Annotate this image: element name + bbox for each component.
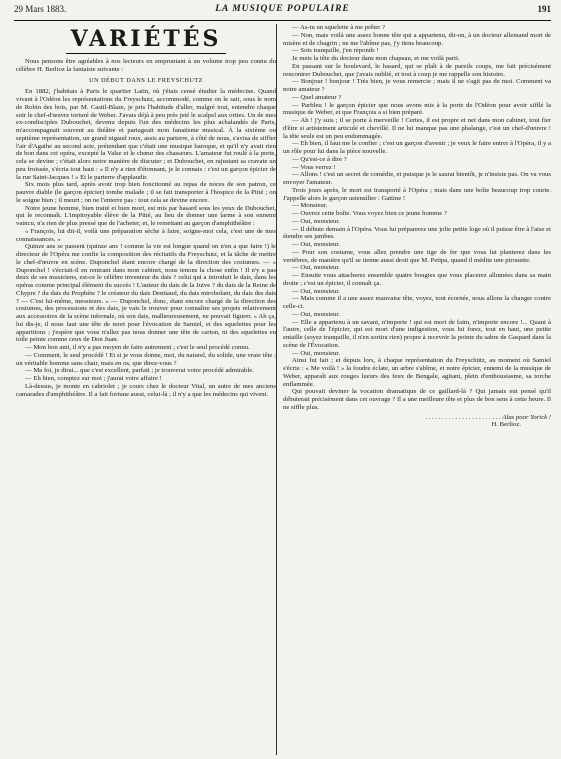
- article-paragraph: Là-dessus, je monte en cabriolet ; je cours chez le docteur Vital, un autre de mes anciens camarades d'amphithéâtre. Il a fait fortune aussi, celui-là ; il n'y a que les médecins qui vivent.: [16, 382, 276, 398]
- header-rule: [14, 20, 551, 21]
- article-paragraph: Ainsi fut fait ; et depuis lors, à chaque représentation du Freyschütz, au moment où Samiel s'écrie : « Me voilà ! » la foudre éclate, un arbre s'abîme, et notre épicier, ennemi de la musique de Weber, apparaît aux rouges lueurs des feux de Bengale, agitant, plein d'enthousiasme, sa torche enflammée.: [283, 357, 551, 388]
- signoff-text: Alas poor Yorick !: [502, 413, 551, 421]
- article-paragraph: — Comment, le seul procédé ! Et si je vous donne, moi, du naturel, du solide, une vraie tête ; un véritable homme sans chair, mais en os, que direz-vous ?: [16, 351, 276, 367]
- journal-title: LA MUSIQUE POPULAIRE: [215, 4, 350, 14]
- article-intro: Nous pensons être agréables à nos lecteurs en empruntant à un volume trop peu connu du célèbre H. Berlioz la fantaisie suivante :: [16, 58, 276, 73]
- article-paragraph: Six mois plus tard, après avoir trop bien fonctionné au repas de noces de son patron, ce pauvre diable (le garçon épicier) tombe malade ; il se fait transporter à l'hospice de la Pitié ; on le soigne bien ; il meurt ; on ne l'enterre pas : tout cela se devine encore.: [16, 181, 276, 204]
- article-paragraph: — Parbleu ! le garçon épicier que nous avons mis à la porte de l'Odéon pour avoir sifflé la musique de Weber, et que François a si bien préparé.: [283, 101, 551, 117]
- article-paragraph: — Pour son costume, vous allez prendre une tige de fer que vous lui planterez dans les vertèbres, de manière qu'il se tienne aussi droit que M. Petipa, quand il médite une pirouette.: [283, 248, 551, 264]
- column-divider: [276, 24, 277, 755]
- article-paragraph: — Oui, monsieur.: [292, 287, 340, 295]
- article-paragraph: — Eh bien, comptez sur moi ; j'aurai votre affaire !: [25, 375, 162, 382]
- article-paragraph: — Mon bon ami, il n'y a pas moyen de faire autrement ; c'est le seul procédé connu.: [25, 344, 250, 351]
- signoff-line: . . . . . . . . . . . . . . . . . . . . . . . Alas poor Yorick !: [425, 413, 551, 421]
- section-title: VARIÉTÉS: [70, 26, 222, 52]
- article-paragraph: — Ensuite vous attacherez ensemble quatre bougies que vous placerez allumées dans sa main droite ; c'est un épicier, il connaît ça.: [283, 272, 551, 287]
- article-paragraph: — Vous verrez !: [292, 163, 336, 171]
- article-paragraph: — Ouvrez cette boîte. Vous voyez bien ce jeune homme ?: [292, 210, 447, 217]
- article-paragraph: — Bonjour ! bonjour ! Très bien, je vous remercie ; mais il ne s'agit pas de moi. Comment va notre amateur ?: [283, 78, 551, 93]
- right-column: [283, 24, 551, 755]
- article-paragraph: — Oui, monsieur.: [292, 349, 340, 357]
- title-underline: [66, 53, 226, 54]
- article-paragraph: — Non, mais voilà une assez bonne tête qui a appartenu, dit-on, à un docteur allemand mort de misère et de chagrin ; ne me l'abîme pas, j'y tiens beaucoup.: [283, 31, 551, 47]
- article-paragraph: — Quel amateur ?: [292, 93, 342, 101]
- article-paragraph: — Elle a appartenu à un savant, n'importe ! qui est mort de faim, n'importe encore !... Quant à l'autre, celle de l'épicier, qui est mort d'une indigestion, vous lui forez, tout en haut, une petite entaille (soyez tranquille, il n'en sortira rien) propre à recevoir la pointe du sabre de Gaspard dans la scène de l'Évocation.: [283, 318, 551, 349]
- article-paragraph: — Oui, monsieur.: [292, 241, 340, 248]
- article-paragraph: — Eh bien, il faut me le confier ; c'est un garçon d'avenir ; je veux le faire entrer à l'Opéra, il y a un rôle pour lui dans la pièce nouvelle.: [283, 140, 551, 155]
- article-paragraph: — Qu'est-ce à dire ?: [292, 155, 347, 163]
- article-paragraph: — Oui, monsieur.: [292, 264, 340, 272]
- article-paragraph: — Allons ! c'est un secret de comédie, et puisque je le saurai bientôt, je n'insiste pas. On va vous envoyer l'amateur.: [283, 171, 551, 186]
- left-paragraphs: [16, 88, 276, 398]
- article-paragraph: En 1882, j'habitais à Paris le quartier Latin, où j'étais censé étudier la médecine. Quand vivant à l'Odéon les représentations du Freyschutz, accommodé, comme on le sait, sous le nom de Robin des bois, par M. Castil-Blaze, je pris l'habitude d'aller, malgré tout, entendre chaque soir le chef-d'œuvre torturé de Weber. J'avais déjà à peu près jeté le scalpel aux orties. Un de mes ex-condisciples Dubouchet, devenu depuis l'un des médecins les plus achalandés de Paris, m'accompagnait souvent au théâtre et partageait mon fanatisme musical. À la sixième ou septième représentation, un grand nigaud roux, assis au parterre, à côté de nous, s'avisa de siffler l'air d'Agathe au second acte, prétendant que c'était une musique baroque, et qu'il n'y avait rien de bon dans cet opéra, excepté la Valse et le chœur des chasseurs. L'amateur fut roulé à la porte, cela se devine ; c'était alors notre manière de discuter ; et Dubouchet, en rajustant sa cravate un peu froissée, s'écria tout haut : « Il n'y a rien d'étonnant, je le connais : c'est un garçon épicier de la rue Saint-Jacques ! » Et le parterre d'applaudir.: [16, 88, 276, 181]
- page-header: [14, 4, 551, 20]
- article-paragraph: — Ah ! j'y suis ; il se porte à merveille ! Certes, il est propre et net dans mon cabinet, tout fier d'être si artistement articulé et chevillé. Il ne lui manque pas une phalange, c'est un chef-d'œuvre ! la tête seule est un peu endommagée.: [283, 117, 551, 140]
- article-paragraph: — Ma foi, je dirai... que c'est excellent, parfait ; je trouverai votre procédé admirable.: [25, 367, 254, 375]
- article-paragraph: — Il débute demain à l'Opéra. Vous lui préparerez une jolie petite loge où il puisse être à l'aise et étendre ses jambes.: [283, 225, 551, 241]
- article-paragraph: — Oui, monsieur.: [292, 217, 340, 225]
- article-paragraph: « François, lui dit-il, voilà une préparation sèche à faire, soigne-moi cela, c'est une de mes connaissances. »: [16, 227, 276, 243]
- page-number: 191: [537, 4, 551, 14]
- article-paragraph: Notre jeune homme, bien traité et bien mort, est mis par hasard sous les yeux de Dubouchet, qui le reconnaît. L'impitoyable élève de la Pitié, au lieu de donner une larme à son ennemi vaincu, n'a rien de plus pressé que de l'acheter, et, le remettant au garçon d'amphithéâtre :: [16, 204, 276, 227]
- article-paragraph: Quinze ans se passent (quinze ans ! comme la vie est longue quand on n'en a que faire !) le directeur de l'Opéra me confie la composition des récitatifs du Freyschutz, et la tâche de mettre le chef-d'œuvre en scène. Duponchel étant encore chargé de la direction des costumes. — « Duponchel ! s'écriait-il en rentrant dans mon cabinet, nous tenons la chose enfin ! Il n'y a pas deux de ses musiciens, est-ce le célèbre inventeur du dais ? celui qui a introduit le dais, dans les opéras comme principal élément du succès ! L'auteur du dais de la Juive ? du dais de la Reine de Chypre ? du dais du Prophète ? le créateur du dais Dentiaud, du dais mirobolant, du dais des dais ? — C'est lui-même, messieurs. » — Duponchel, donc, étant encore chargé de la direction des costumes, des processions et des dais, je vais le trouver pour connaître ses projets relativement aux accessoires de la scène infernale, où son dais, malheureusement, ne pouvait figurer. « Ah ça, lui dis-je, il nous faut une tête de mort pour l'évocation de Samiel, et des squelettes pour les apparitions ; j'espère que vous n'allez pas nous donner une tête de carton, ni des squelettes en toile peinte comme ceux de Don Juan.: [16, 243, 276, 344]
- section-title-block: [16, 26, 276, 54]
- article-author: H. Berlioz.: [491, 421, 521, 429]
- article-paragraph: — Mais comme il a une assez mauvaise tête, voyez, tout écornée, nous allons la changer contre celle-ci.: [283, 295, 551, 310]
- article-paragraph: Trois jours après, le mort est transporté à l'Opéra ; mais dans une boîte beaucoup trop courte. J'appelle alors le garçon ustensilier : Gattine !: [283, 186, 551, 202]
- article-paragraph: Je mets la tête du docteur dans mon chapeau, et me voilà parti.: [292, 55, 460, 62]
- article-paragraph: — Oui, monsieur.: [292, 310, 340, 318]
- article-paragraph: En passant sur le boulevard, le hasard, qui se plaît à de pareils coups, me fait précisément rencontrer Dubouchet, que j'avais oublié, et tout à coup je me rappelle son histoire.: [283, 62, 551, 78]
- article-paragraph: Qui pouvait deviner la vocation dramatique de ce gaillard-là ? Qui jamais eut pensé qu'il débuterait précisément dans cet ouvrage ? Il a une meilleure tête et plus de bon sens à cette heure. Il ne siffle plus.: [283, 388, 551, 411]
- article-paragraph: — Sois tranquille, j'en réponds !: [292, 47, 379, 55]
- left-column: [16, 24, 276, 755]
- article-paragraph: — As-tu un squelette à me prêter ?: [292, 24, 386, 31]
- right-paragraphs: [283, 24, 551, 412]
- issue-date: 29 Mars 1883.: [14, 4, 67, 14]
- article-subtitle: UN DÉBUT DANS LE FREYSCHUTZ: [88, 76, 203, 84]
- article-paragraph: — Monsieur.: [292, 202, 328, 210]
